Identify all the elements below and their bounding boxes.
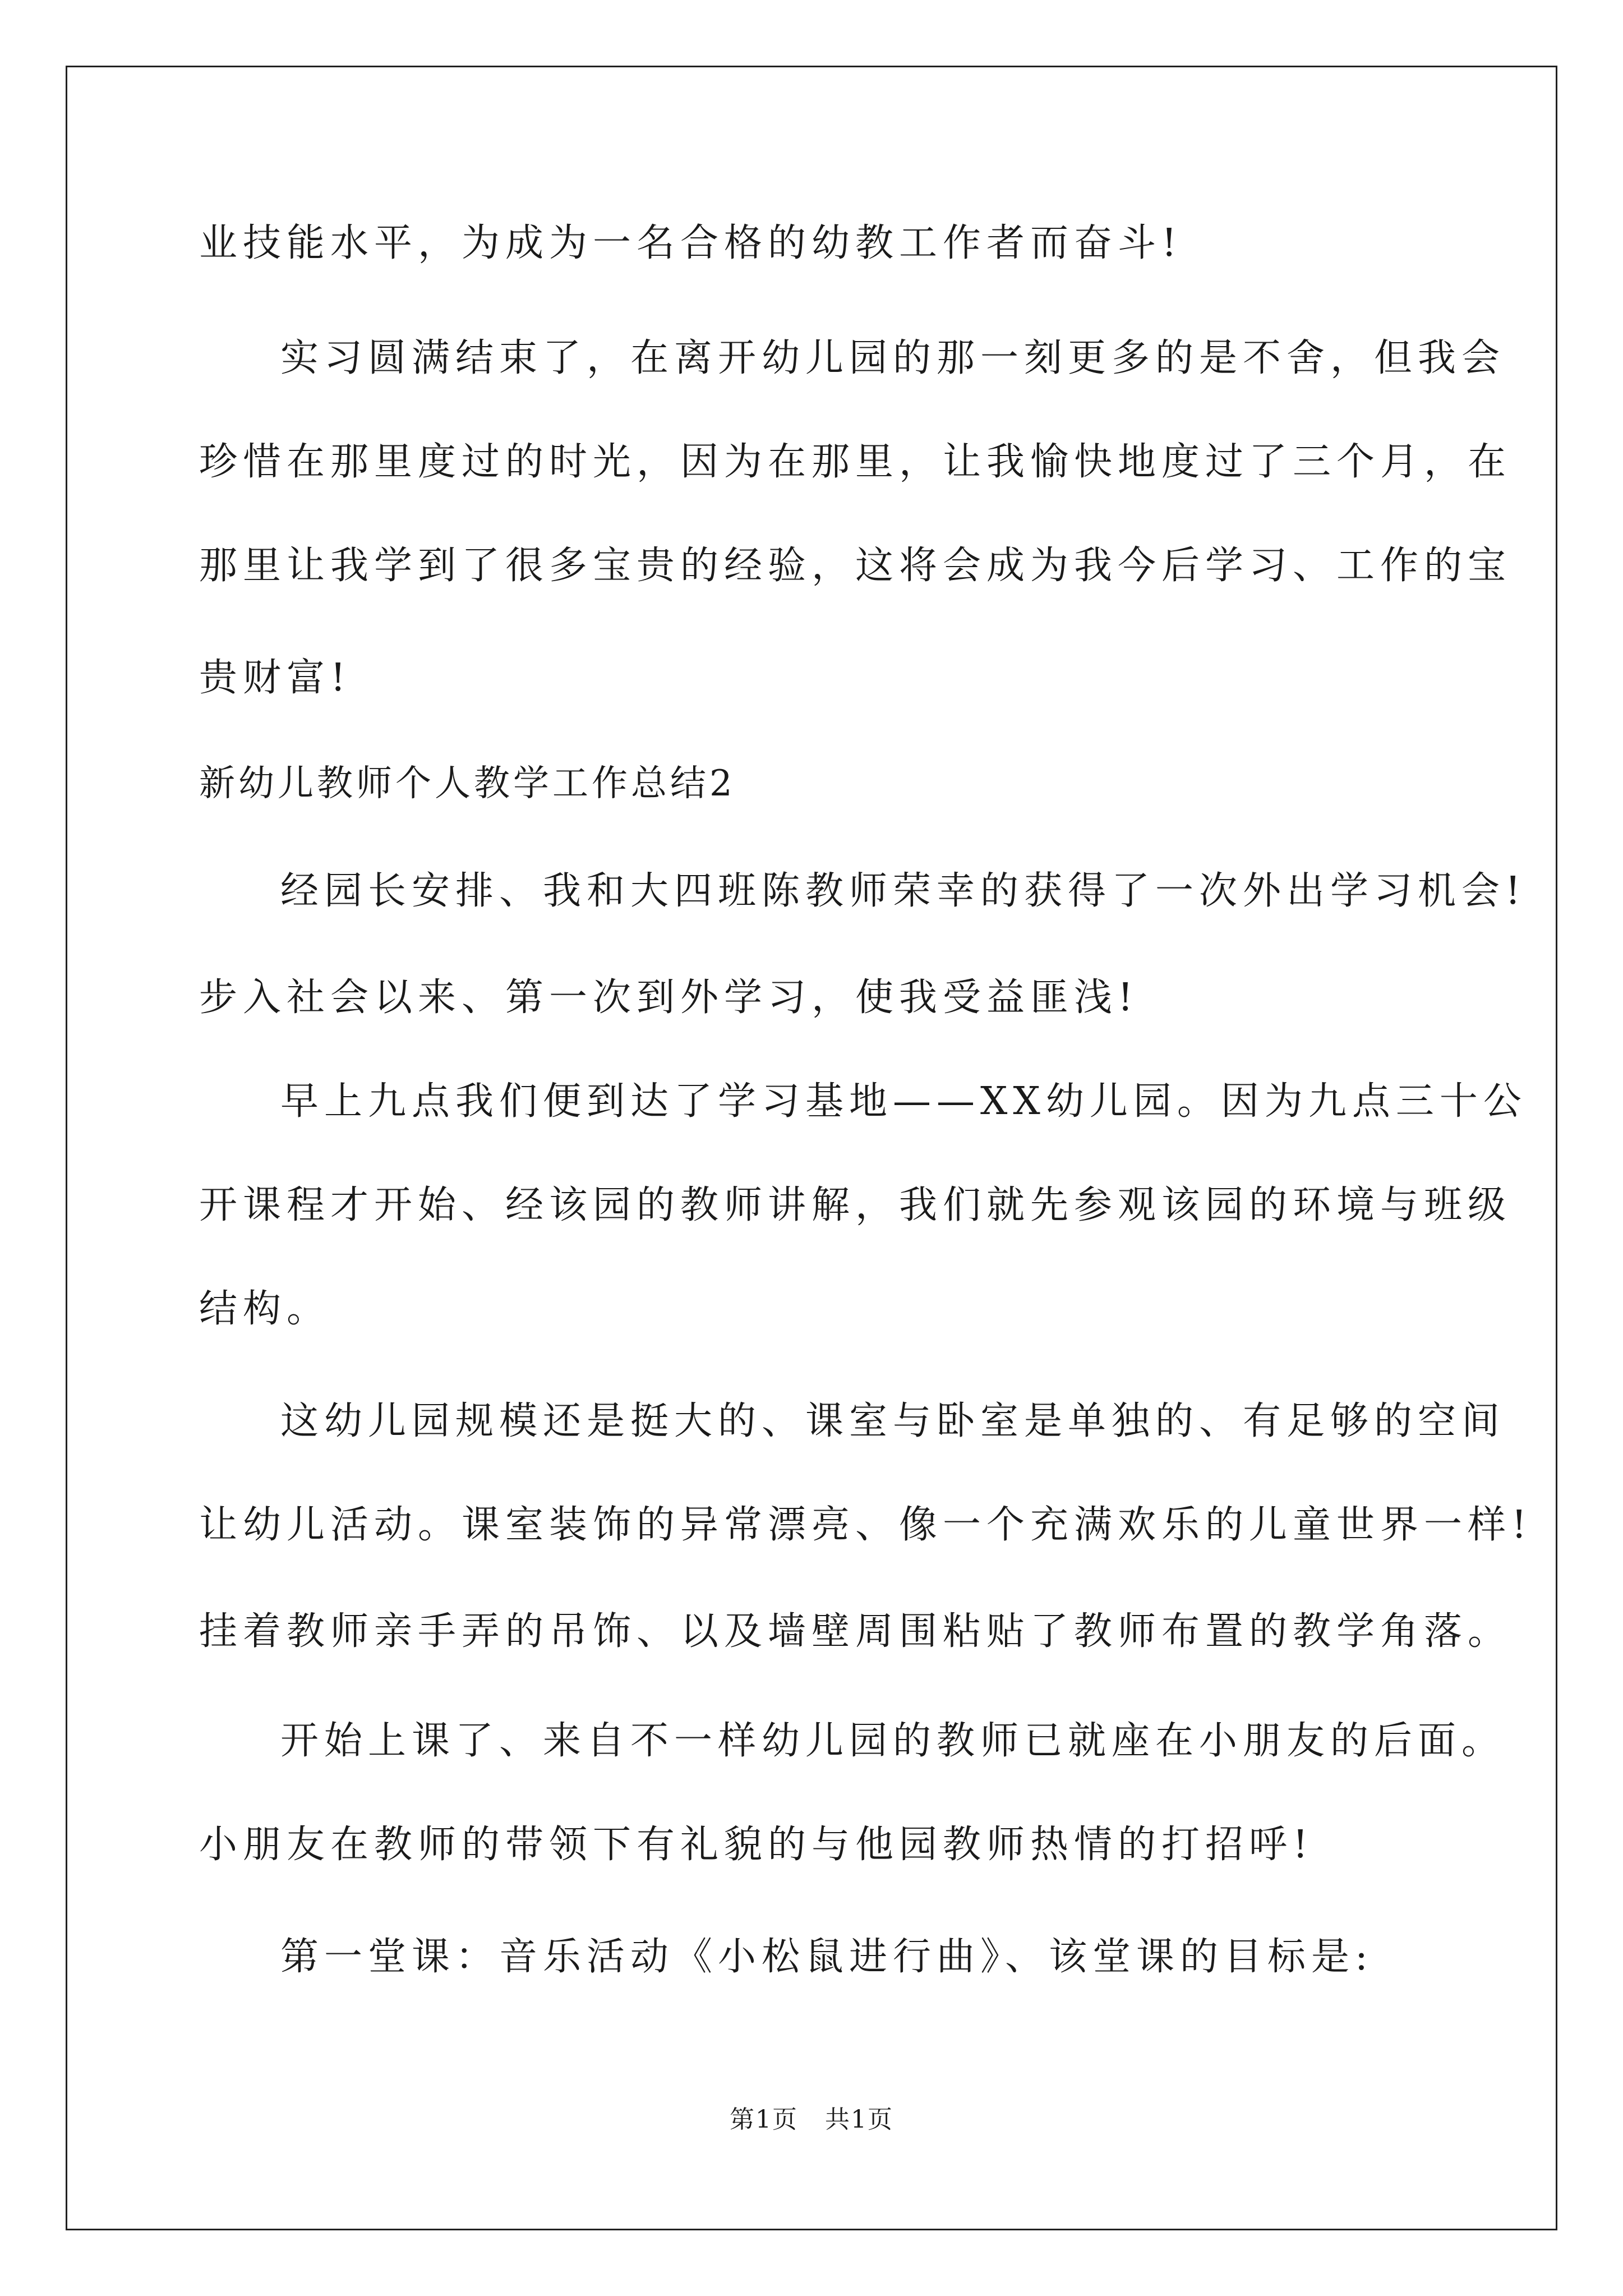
text-line: 开课程才开始、经该园的教师讲解，我们就先参观该园的环境与班级 [199, 1183, 1512, 1227]
text-line: 这幼儿园规模还是挺大的、课室与卧室是单独的、有足够的空间 [280, 1399, 1506, 1443]
text-line: 贵财富! [199, 656, 352, 700]
text-line: 实习圆满结束了，在离开幼儿园的那一刻更多的是不舍，但我会 [280, 336, 1506, 380]
text-line: 珍惜在那里度过的时光，因为在那里，让我愉快地度过了三个月，在 [199, 440, 1512, 484]
page-footer: 第1页 共1页 [730, 2105, 893, 2134]
section-heading: 新幼儿教师个人教学工作总结2 [199, 763, 736, 804]
text-line: 结构。 [199, 1287, 331, 1331]
text-line: 早上九点我们便到达了学习基地——XX幼儿园。因为九点三十公 [280, 1079, 1527, 1124]
text-line: 第一堂课：音乐活动《小松鼠进行曲》、该堂课的目标是: [280, 1935, 1373, 1979]
text-line: 挂着教师亲手弄的吊饰、以及墙壁周围粘贴了教师布置的教学角落。 [199, 1609, 1512, 1654]
text-line: 小朋友在教师的带领下有礼貌的与他园教师热情的打招呼! [199, 1823, 1314, 1867]
text-line: 那里让我学到了很多宝贵的经验，这将会成为我今后学习、工作的宝 [199, 544, 1512, 588]
text-line: 经园长安排、我和大四班陈教师荣幸的获得了一次外出学习机会! [280, 869, 1527, 913]
page-border [66, 66, 1557, 2230]
text-line: 业技能水平，为成为一名合格的幼教工作者而奋斗! [199, 221, 1183, 265]
text-line: 让幼儿活动。课室装饰的异常漂亮、像一个充满欢乐的儿童世界一样! [199, 1503, 1533, 1547]
text-line: 开始上课了、来自不一样幼儿园的教师已就座在小朋友的后面。 [280, 1719, 1506, 1763]
text-line: 步入社会以来、第一次到外学习，使我受益匪浅! [199, 976, 1139, 1020]
